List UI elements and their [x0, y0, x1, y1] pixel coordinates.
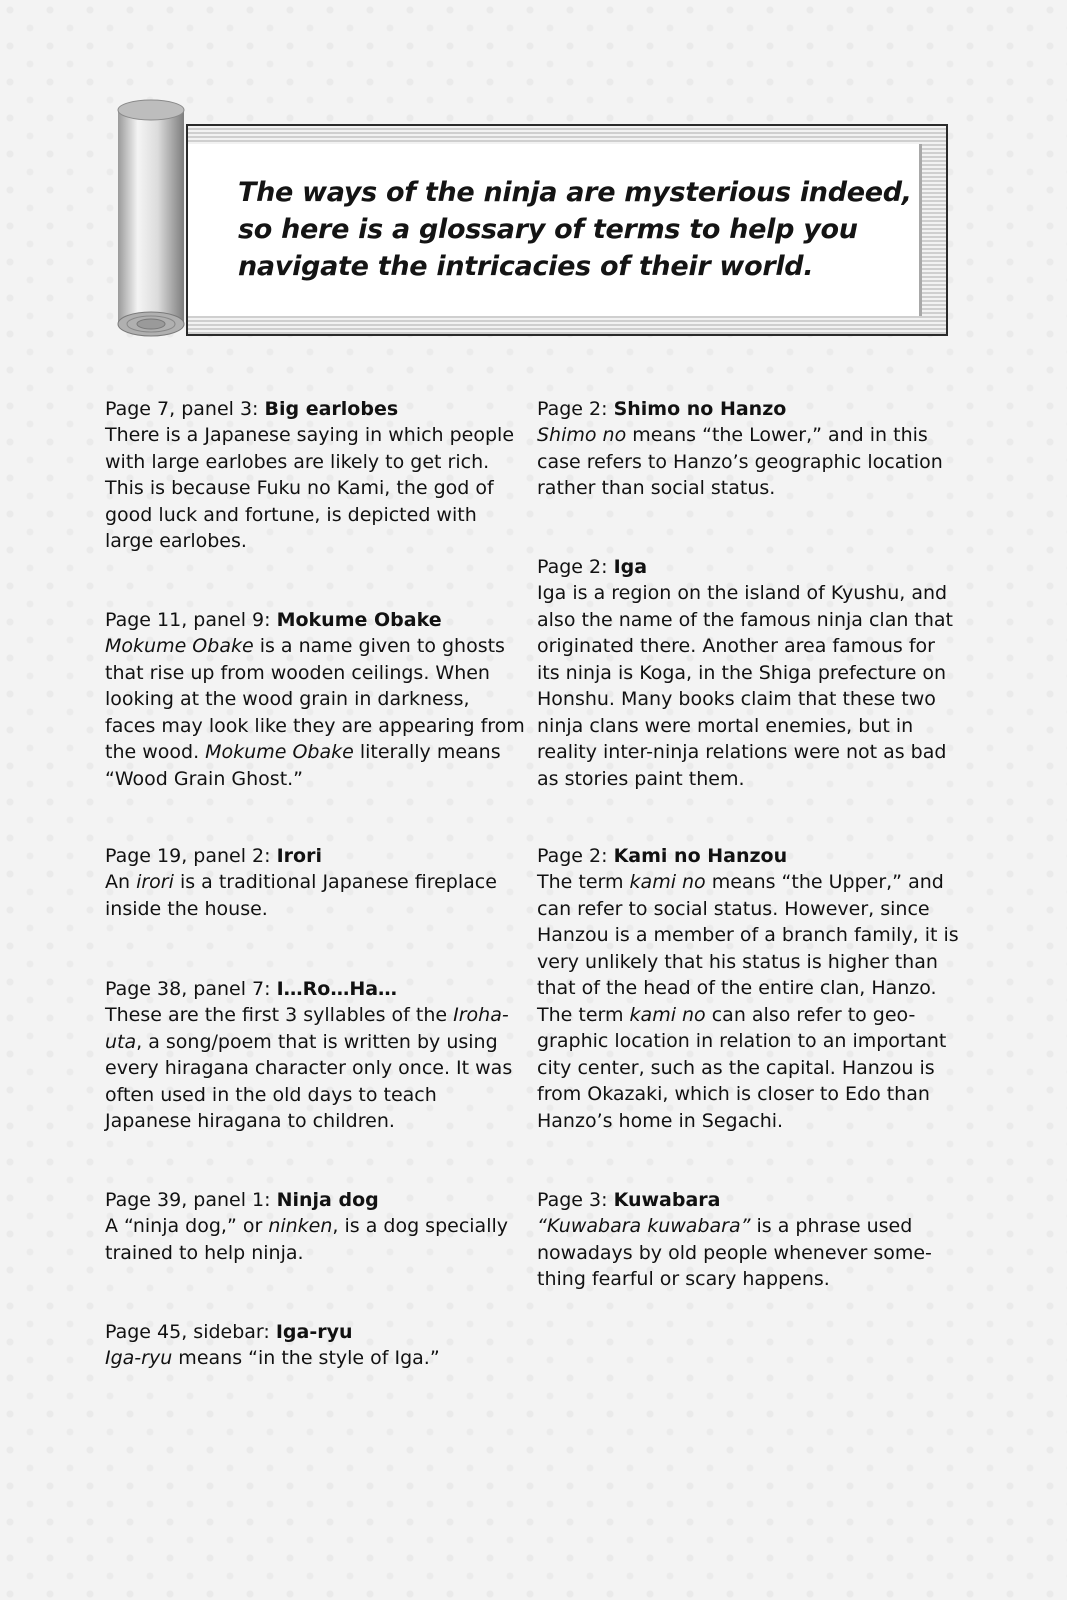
- entry-heading: [537, 843, 962, 869]
- glossary-entry-shimo-no-hanzo: [537, 396, 962, 502]
- entry-heading: [537, 1187, 962, 1213]
- entry-term: Ninja dog: [276, 1189, 379, 1211]
- entry-ref: Page 3:: [537, 1189, 614, 1211]
- entry-ref: Page 2:: [537, 845, 614, 867]
- entry-ref: Page 2:: [537, 398, 614, 420]
- entry-term: Iga: [613, 556, 648, 578]
- entry-ref: Page 45, sidebar:: [105, 1321, 276, 1343]
- glossary-entry-irori: [105, 843, 525, 922]
- entry-ref: Page 39, panel 1:: [105, 1189, 277, 1211]
- entry-heading: [105, 396, 525, 422]
- entry-term: Irori: [276, 845, 322, 867]
- entry-term: Big earlobes: [264, 398, 399, 420]
- entry-ref: Page 11, panel 9:: [105, 609, 277, 631]
- entry-heading: [105, 1319, 525, 1345]
- entry-term: Kami no Hanzou: [613, 845, 788, 867]
- entry-text: An irori is a traditional Japanese fireplace inside the house.: [105, 871, 497, 920]
- entry-text: Iga-ryu means “in the style of Iga.”: [105, 1347, 440, 1369]
- entry-heading: [105, 607, 525, 633]
- glossary-entry-i-ro-ha: [105, 976, 525, 1135]
- entry-term: Shimo no Hanzo: [613, 398, 787, 420]
- intro-text: The ways of the ninja are mysterious indeed, so here is a glossary of terms to help you navigate the intricacies of their world.: [238, 177, 912, 282]
- glossary-entry-big-earlobes: [105, 396, 525, 555]
- entry-term: I…Ro…Ha…: [276, 978, 398, 1000]
- glossary-entry-iga-ryu: [105, 1319, 525, 1372]
- entry-text: There is a Japanese saying in which people with large earlobes are likely to get rich. This is because Fuku no Kami, the god of good luck and fortune, is depicted with large earlobes.: [105, 424, 515, 552]
- scroll-roll-icon: [110, 96, 194, 346]
- glossary-entry-ninja-dog: [105, 1187, 525, 1266]
- glossary-entry-iga: [537, 554, 962, 792]
- glossary-entry-mokume-obake: [105, 607, 525, 792]
- scroll-banner-panel: [188, 144, 922, 316]
- glossary-entry-kami-no-hanzou: [537, 843, 962, 1134]
- entry-ref: Page 19, panel 2:: [105, 845, 277, 867]
- scroll-banner: [186, 124, 948, 336]
- entry-text: The term kami no means “the Upper,” and can refer to social status. However, since Hanzou is a member of a branch family, it is very unlikely that his status is higher than that of the head of the entire clan, Hanzo. The term kami no can also refer to geo-graphic location in relation to an important city center, such as the capital. Hanzou is from Okazaki, which is closer to Edo than Hanzo’s home in Segachi.: [537, 871, 959, 1132]
- entry-text: “Kuwabara kuwabara” is a phrase used nowadays by old people whenever some-thing fearful or scary happens.: [537, 1215, 932, 1290]
- entry-term: Iga-ryu: [275, 1321, 353, 1343]
- entry-text: Shimo no means “the Lower,” and in this case refers to Hanzo’s geographic location rather than social status.: [537, 424, 943, 499]
- entry-heading: [105, 976, 525, 1002]
- entry-ref: Page 38, panel 7:: [105, 978, 277, 1000]
- entry-text: A “ninja dog,” or ninken, is a dog specially trained to help ninja.: [105, 1215, 509, 1264]
- entry-term: Mokume Obake: [276, 609, 442, 631]
- glossary-entry-kuwabara: [537, 1187, 962, 1293]
- entry-heading: [105, 1187, 525, 1213]
- entry-text: Iga is a region on the island of Kyushu, and also the name of the famous ninja clan that originated there. Another area famous for its ninja is Koga, in the Shiga prefecture on Honshu. Many books claim that these two ninja clans were mortal enemies, but in reality inter-ninja relations were not as bad as stories paint them.: [537, 582, 954, 790]
- entry-heading: [537, 554, 962, 580]
- entry-ref: Page 2:: [537, 556, 614, 578]
- entry-heading: [105, 843, 525, 869]
- entry-term: Kuwabara: [613, 1189, 721, 1211]
- entry-text: These are the first 3 syllables of the Iroha-uta, a song/poem that is written by using every hiragana character only once. It was often used in the old days to teach Japanese hiragana to children.: [105, 1004, 513, 1132]
- entry-ref: Page 7, panel 3:: [105, 398, 265, 420]
- entry-text: Mokume Obake is a name given to ghosts that rise up from wooden ceilings. When looking at the wood grain in darkness, faces may look like they are appearing from the wood. Mokume Obake literally means “Wood Grain Ghost.”: [105, 635, 525, 790]
- entry-heading: [537, 396, 962, 422]
